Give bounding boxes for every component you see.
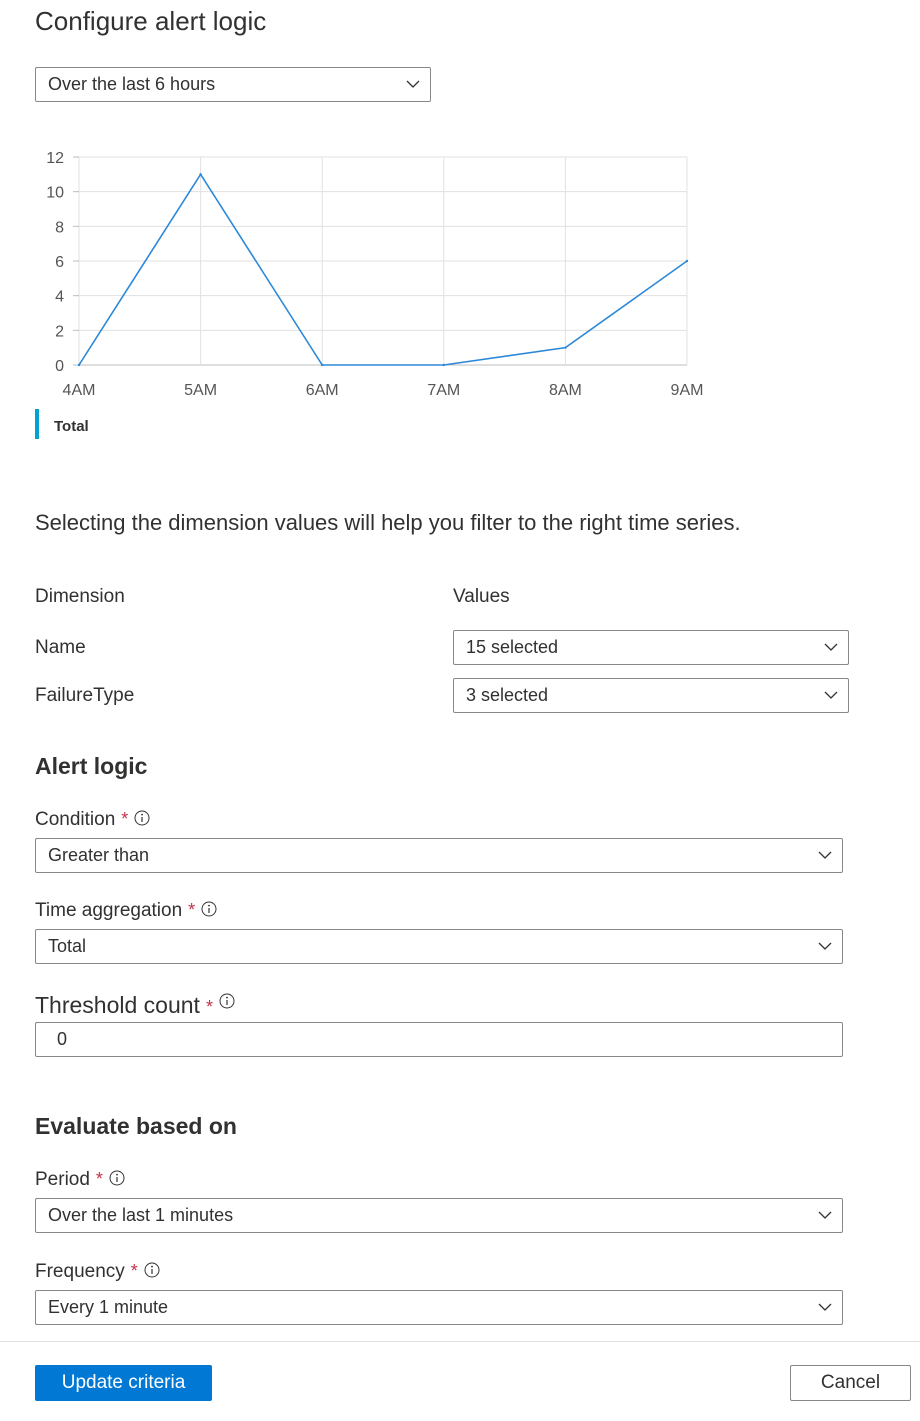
time-range-dropdown[interactable]	[35, 67, 431, 102]
period-value: Over the last 1 minutes	[48, 1205, 234, 1225]
info-icon[interactable]	[201, 901, 217, 917]
threshold-input[interactable]	[35, 1022, 843, 1057]
chevron-down-icon	[818, 1210, 832, 1220]
legend-color-bar	[35, 409, 39, 439]
time-range-value: Over the last 6 hours	[48, 74, 216, 94]
condition-label	[35, 809, 150, 831]
info-icon[interactable]	[144, 1262, 160, 1278]
y-tick-label: 6	[55, 254, 64, 271]
period-dropdown[interactable]	[35, 1198, 843, 1233]
chevron-down-icon	[406, 79, 420, 89]
x-tick-label: 5AM	[184, 382, 218, 399]
required-marker: *	[130, 1261, 138, 1281]
y-axis	[46, 150, 79, 375]
frequency-value: Every 1 minute	[48, 1297, 169, 1317]
aggregation-value: Total	[48, 936, 87, 956]
condition-label-text: Condition	[35, 809, 116, 830]
chevron-down-icon	[824, 690, 838, 700]
cancel-button[interactable]: Cancel	[790, 1365, 911, 1401]
dimension-name-value: 15 selected	[466, 637, 559, 657]
x-tick-label: 4AM	[62, 382, 96, 399]
required-marker: *	[121, 809, 129, 829]
period-label	[35, 1169, 125, 1191]
dimension-hint: Selecting the dimension values will help you filter to the right time series.	[35, 510, 741, 535]
chart-grid	[79, 157, 687, 365]
y-tick-label: 4	[55, 288, 64, 306]
y-tick-label: 2	[55, 323, 64, 341]
chevron-down-icon	[818, 1302, 832, 1312]
frequency-dropdown[interactable]	[35, 1290, 843, 1325]
y-tick-label: 12	[46, 150, 64, 167]
y-tick-label: 0	[55, 358, 64, 375]
page-title: Configure alert logic	[35, 6, 267, 36]
x-tick-label: 9AM	[670, 382, 704, 399]
dimension-failuretype-label: FailureType	[35, 685, 135, 706]
required-marker: *	[188, 900, 196, 920]
condition-value: Greater than	[48, 845, 150, 865]
data-point	[78, 364, 80, 366]
chart-series	[78, 173, 688, 366]
threshold-label-text: Threshold count	[35, 992, 200, 1018]
chevron-down-icon	[824, 642, 838, 652]
period-label-text: Period	[35, 1169, 90, 1190]
x-axis	[63, 382, 704, 399]
frequency-label	[35, 1261, 160, 1283]
info-icon[interactable]	[219, 993, 235, 1009]
aggregation-dropdown[interactable]	[35, 929, 843, 964]
dimension-failuretype-values-dropdown[interactable]	[453, 678, 849, 713]
update-criteria-button[interactable]: Update criteria	[35, 1365, 212, 1401]
data-point	[199, 173, 201, 175]
data-point	[321, 364, 323, 366]
data-point	[443, 364, 445, 366]
frequency-label-text: Frequency	[35, 1261, 125, 1282]
legend-series-name[interactable]: Total	[54, 418, 89, 435]
evaluate-heading: Evaluate based on	[35, 1113, 237, 1139]
data-point	[564, 346, 566, 348]
condition-dropdown[interactable]	[35, 838, 843, 873]
metric-chart	[0, 140, 740, 410]
dimension-failuretype-value: 3 selected	[466, 685, 549, 705]
info-icon[interactable]	[134, 810, 150, 826]
dimension-name-values-dropdown[interactable]	[453, 630, 849, 665]
data-point	[686, 260, 688, 262]
required-marker: *	[95, 1169, 103, 1189]
footer-divider	[0, 1341, 920, 1342]
y-tick-label: 8	[55, 219, 64, 237]
x-tick-label: 7AM	[427, 382, 461, 399]
chevron-down-icon	[818, 941, 832, 951]
values-header: Values	[453, 586, 510, 607]
x-tick-label: 6AM	[305, 382, 339, 399]
required-marker: *	[205, 997, 213, 1017]
alert-logic-heading: Alert logic	[35, 753, 148, 779]
chevron-down-icon	[818, 850, 832, 860]
info-icon[interactable]	[109, 1170, 125, 1186]
dimension-header: Dimension	[35, 586, 125, 607]
series-line-total	[79, 174, 687, 365]
y-tick-label: 10	[46, 184, 64, 202]
dimension-name-label: Name	[35, 637, 86, 658]
aggregation-label	[35, 900, 217, 922]
aggregation-label-text: Time aggregation	[35, 900, 183, 921]
threshold-label	[35, 992, 235, 1019]
x-tick-label: 8AM	[548, 382, 582, 399]
